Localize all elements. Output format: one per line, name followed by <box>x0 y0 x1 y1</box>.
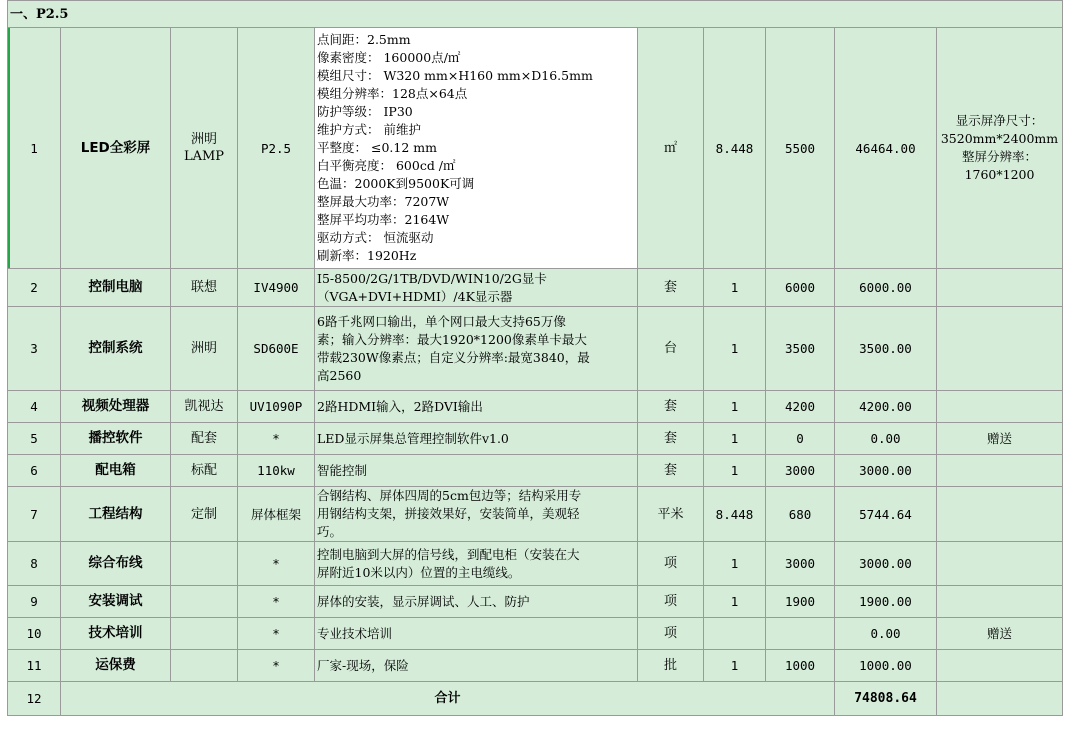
item-name-cell[interactable]: 技术培训 <box>61 618 171 650</box>
model-cell[interactable]: * <box>238 423 315 455</box>
table-row <box>8 487 1063 542</box>
amount-cell[interactable]: 4200.00 <box>835 391 937 423</box>
qty-cell[interactable]: 1 <box>704 586 766 618</box>
price-cell[interactable]: 1900 <box>766 586 835 618</box>
brand-cell[interactable] <box>171 618 238 650</box>
unit-cell[interactable]: ㎡ <box>638 28 704 269</box>
amount-cell[interactable]: 6000.00 <box>835 269 937 307</box>
qty-cell[interactable]: 1 <box>704 269 766 307</box>
note-cell[interactable] <box>937 650 1063 682</box>
row-index-cell[interactable]: 6 <box>8 455 61 487</box>
row-index-cell[interactable]: 1 <box>8 28 61 269</box>
brand-cell[interactable] <box>171 586 238 618</box>
table-row <box>8 618 1063 650</box>
item-name-cell[interactable]: 综合布线 <box>61 542 171 586</box>
item-name-cell[interactable]: 配电箱 <box>61 455 171 487</box>
price-cell[interactable]: 4200 <box>766 391 835 423</box>
item-name-cell[interactable]: 运保费 <box>61 650 171 682</box>
unit-cell[interactable]: 台 <box>638 307 704 391</box>
unit-cell[interactable]: 套 <box>638 269 704 307</box>
note-cell[interactable] <box>937 542 1063 586</box>
unit-cell[interactable]: 套 <box>638 391 704 423</box>
spec-cell-line: 2路HDMI输入，2路DVI输出 <box>317 398 483 414</box>
unit-cell[interactable]: 套 <box>638 423 704 455</box>
row-index-cell[interactable]: 4 <box>8 391 61 423</box>
row-index-cell[interactable]: 9 <box>8 586 61 618</box>
spec-cell-line: 屏附近10米以内）位置的主电缆线。 <box>317 564 521 580</box>
note-cell[interactable] <box>937 586 1063 618</box>
spec-cell-line: 厂家-现场，保险 <box>317 657 409 673</box>
brand-cell-line: 配套 <box>190 431 217 446</box>
unit-cell[interactable]: 项 <box>638 586 704 618</box>
price-cell[interactable]: 1000 <box>766 650 835 682</box>
model-cell[interactable]: P2.5 <box>238 28 315 269</box>
item-name-cell[interactable]: 播控软件 <box>61 423 171 455</box>
quote-table <box>7 0 1063 716</box>
brand-cell[interactable] <box>171 28 238 269</box>
qty-cell[interactable]: 8.448 <box>704 487 766 542</box>
qty-cell[interactable]: 1 <box>704 423 766 455</box>
unit-cell[interactable]: 平米 <box>638 487 704 542</box>
row-index-cell[interactable]: 3 <box>8 307 61 391</box>
note-cell[interactable] <box>937 307 1063 391</box>
table-row <box>8 650 1063 682</box>
spec-cell[interactable] <box>315 618 638 650</box>
note-cell[interactable] <box>937 487 1063 542</box>
row-index-cell[interactable]: 10 <box>8 618 61 650</box>
price-cell[interactable] <box>766 618 835 650</box>
brand-cell[interactable] <box>171 307 238 391</box>
section-header-row <box>8 1 1063 28</box>
total-label-cell[interactable]: 合计 <box>61 682 835 716</box>
spec-cell-line: 色温：2000K到9500K可调 <box>317 176 475 191</box>
price-cell[interactable]: 6000 <box>766 269 835 307</box>
spec-cell[interactable] <box>315 542 638 586</box>
brand-cell-line: 洲明 <box>190 132 217 147</box>
item-name-cell[interactable]: 工程结构 <box>61 487 171 542</box>
note-cell[interactable] <box>937 682 1063 716</box>
total-amount-cell[interactable]: 74808.64 <box>835 682 937 716</box>
spec-cell-line: 智能控制 <box>317 462 368 478</box>
spec-cell-line: 平整度： ≤0.12 mm <box>317 140 437 155</box>
amount-cell[interactable]: 1900.00 <box>835 586 937 618</box>
amount-cell[interactable]: 3500.00 <box>835 307 937 391</box>
row-index-cell[interactable]: 5 <box>8 423 61 455</box>
model-cell[interactable]: SD600E <box>238 307 315 391</box>
table-row <box>8 307 1063 391</box>
model-cell[interactable]: * <box>238 542 315 586</box>
item-name-cell[interactable]: 控制系统 <box>61 307 171 391</box>
unit-cell[interactable]: 项 <box>638 542 704 586</box>
spec-cell-line: 高2560 <box>317 367 362 383</box>
total-row <box>8 682 1063 716</box>
item-name-cell[interactable]: 视频处理器 <box>61 391 171 423</box>
spec-cell[interactable] <box>315 28 638 269</box>
row-index-cell[interactable]: 11 <box>8 650 61 682</box>
spec-cell-line: 专业技术培训 <box>317 625 393 641</box>
spec-cell[interactable] <box>315 586 638 618</box>
model-cell[interactable]: 屏体框架 <box>238 487 315 542</box>
price-cell[interactable]: 5500 <box>766 28 835 269</box>
note-cell[interactable] <box>937 391 1063 423</box>
amount-cell[interactable]: 0.00 <box>835 618 937 650</box>
spec-cell-line: 白平衡亮度： 600cd /㎡ <box>317 158 456 173</box>
brand-cell-line: 凯视达 <box>184 399 224 414</box>
spec-cell-line: 带载230W像素点；自定义分辨率:最宽3840，最 <box>317 349 590 365</box>
row-index-cell[interactable]: 2 <box>8 269 61 307</box>
model-cell[interactable]: * <box>238 586 315 618</box>
spec-cell-line: LED显示屏集总管理控制软件v1.0 <box>317 430 509 446</box>
row-index-cell[interactable]: 12 <box>8 682 61 716</box>
spec-cell[interactable] <box>315 269 638 307</box>
table-row <box>8 391 1063 423</box>
unit-cell[interactable]: 套 <box>638 455 704 487</box>
spec-cell-line: 6路千兆网口输出，单个网口最大支持65万像 <box>317 313 566 329</box>
note-cell[interactable] <box>937 423 1063 455</box>
spec-cell-line: I5-8500/2G/1TB/DVD/WIN10/2G显卡 <box>317 270 547 286</box>
table-row <box>8 455 1063 487</box>
price-cell[interactable]: 3000 <box>766 455 835 487</box>
item-name-cell[interactable]: LED全彩屏 <box>61 28 171 269</box>
table-row <box>8 28 1063 269</box>
note-cell[interactable] <box>937 618 1063 650</box>
amount-cell[interactable]: 3000.00 <box>835 542 937 586</box>
spec-cell-line: 整屏平均功率：2164W <box>317 212 450 227</box>
model-cell[interactable]: IV4900 <box>238 269 315 307</box>
spec-cell[interactable] <box>315 650 638 682</box>
note-cell-line: 显示屏净尺寸： <box>955 113 1044 128</box>
qty-cell[interactable]: 1 <box>704 307 766 391</box>
spec-cell-line: 驱动方式： 恒流驱动 <box>317 230 434 245</box>
price-cell[interactable]: 3000 <box>766 542 835 586</box>
qty-cell[interactable]: 8.448 <box>704 28 766 269</box>
spec-cell[interactable] <box>315 423 638 455</box>
price-cell[interactable]: 3500 <box>766 307 835 391</box>
table-row <box>8 542 1063 586</box>
amount-cell[interactable]: 46464.00 <box>835 28 937 269</box>
model-cell[interactable]: * <box>238 650 315 682</box>
spec-cell-line: 刷新率：1920Hz <box>317 248 417 263</box>
amount-cell[interactable]: 1000.00 <box>835 650 937 682</box>
spec-cell-line: 素；输入分辨率：最大1920*1200像素单卡最大 <box>317 331 587 347</box>
brand-cell[interactable] <box>171 269 238 307</box>
spec-cell-line: 维护方式： 前维护 <box>317 122 421 137</box>
unit-cell[interactable]: 项 <box>638 618 704 650</box>
note-cell-line: 整屏分辨率： <box>961 149 1037 164</box>
brand-cell[interactable] <box>171 542 238 586</box>
spec-cell[interactable] <box>315 487 638 542</box>
spec-cell-line: 防护等级： IP30 <box>317 104 413 119</box>
spec-cell-line: 用钢结构支架，拼接效果好，安装简单，美观轻 <box>317 506 580 521</box>
spec-cell-line: 巧。 <box>317 524 343 539</box>
amount-cell[interactable]: 0.00 <box>835 423 937 455</box>
spec-cell-line: （VGA+DVI+HDMI）/4K显示器 <box>317 288 513 304</box>
table-row <box>8 269 1063 307</box>
spec-cell-line: 屏体的安装，显示屏调试、人工、防护 <box>317 593 530 609</box>
model-cell[interactable]: UV1090P <box>238 391 315 423</box>
spec-cell-line: 点间距：2.5mm <box>317 32 411 47</box>
price-cell[interactable]: 0 <box>766 423 835 455</box>
qty-cell[interactable]: 1 <box>704 455 766 487</box>
brand-cell-line: 定制 <box>190 506 217 522</box>
note-cell-line: 3520mm*2400mm <box>940 131 1059 146</box>
note-cell[interactable] <box>937 269 1063 307</box>
brand-cell-line: 洲明 <box>190 341 217 356</box>
model-cell[interactable]: * <box>238 618 315 650</box>
row-index-cell[interactable]: 8 <box>8 542 61 586</box>
note-cell-line: 赠送 <box>986 625 1012 641</box>
note-cell[interactable] <box>937 28 1063 269</box>
qty-cell[interactable]: 1 <box>704 542 766 586</box>
spec-cell[interactable] <box>315 455 638 487</box>
table-row <box>8 423 1063 455</box>
row-index-cell[interactable]: 7 <box>8 487 61 542</box>
spec-cell-line: 整屏最大功率：7207W <box>317 194 450 209</box>
section-title[interactable]: 一、P2.5 <box>8 1 1063 28</box>
price-cell[interactable]: 680 <box>766 487 835 542</box>
note-cell-line: 赠送 <box>986 430 1012 446</box>
note-cell[interactable] <box>937 455 1063 487</box>
table-row <box>8 586 1063 618</box>
brand-cell-line: 标配 <box>190 463 217 478</box>
item-name-cell[interactable]: 控制电脑 <box>61 269 171 307</box>
brand-cell[interactable] <box>171 423 238 455</box>
qty-cell[interactable] <box>704 618 766 650</box>
brand-cell[interactable] <box>171 650 238 682</box>
amount-cell[interactable]: 5744.64 <box>835 487 937 542</box>
qty-cell[interactable]: 1 <box>704 650 766 682</box>
spec-cell-line: 像素密度： 160000点/㎡ <box>317 50 461 65</box>
unit-cell[interactable]: 批 <box>638 650 704 682</box>
qty-cell[interactable]: 1 <box>704 391 766 423</box>
spec-cell-line: 合钢结构、屏体四周的5cm包边等；结构采用专 <box>317 488 582 503</box>
brand-cell-line: LAMP <box>183 149 225 164</box>
brand-cell[interactable] <box>171 455 238 487</box>
brand-cell[interactable] <box>171 391 238 423</box>
brand-cell[interactable] <box>171 487 238 542</box>
amount-cell[interactable]: 3000.00 <box>835 455 937 487</box>
spec-cell[interactable] <box>315 391 638 423</box>
note-cell-line: 1760*1200 <box>964 167 1035 182</box>
item-name-cell[interactable]: 安装调试 <box>61 586 171 618</box>
spec-cell-line: 模组分辨率：128点×64点 <box>317 86 468 101</box>
spec-cell-line: 控制电脑到大屏的信号线，到配电柜（安装在大 <box>317 546 580 562</box>
model-cell[interactable]: 110kw <box>238 455 315 487</box>
brand-cell-line: 联想 <box>190 280 217 295</box>
spec-cell[interactable] <box>315 307 638 391</box>
spec-cell-line: 模组尺寸： W320 mm×H160 mm×D16.5mm <box>317 68 593 83</box>
